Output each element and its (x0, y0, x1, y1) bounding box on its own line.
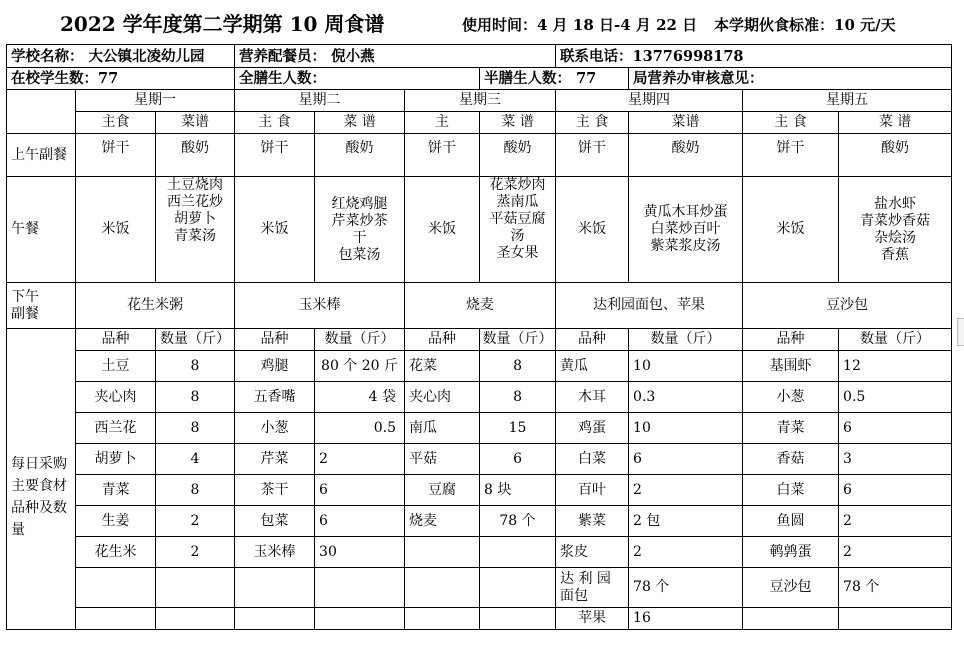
lunch-row (7, 177, 952, 283)
quantity-cell: 12 (839, 351, 952, 382)
label-line: 副餐 (11, 305, 39, 322)
menu-cell: 酸奶 (156, 134, 235, 177)
quantity-cell (315, 568, 405, 608)
day-tue: 星期二 (235, 90, 405, 112)
dish-line: 干 (352, 229, 367, 246)
info-row-2 (7, 68, 952, 90)
meal-standard: 本学期伙食标准：10 元/天 (714, 16, 896, 34)
variety-cell: 青菜 (76, 475, 156, 506)
dish-header: 菜 谱 (839, 112, 952, 134)
variety-cell (556, 568, 629, 608)
snack-cell: 花生米粥 (76, 283, 235, 329)
quantity-cell: 2 (839, 537, 952, 568)
variety-cell: 百叶 (556, 475, 629, 506)
purchase-row (7, 475, 952, 506)
quantity-cell: 78 个 (839, 568, 952, 608)
quantity-cell: 6 (629, 444, 743, 475)
quantity-cell: 3 (839, 444, 952, 475)
variety-cell: 木耳 (556, 382, 629, 413)
staple-header: 主 食 (743, 112, 839, 134)
morning-snack-row (7, 134, 952, 177)
dish-line: 圣女果 (496, 245, 539, 261)
staple-header: 主 食 (235, 112, 315, 134)
variety-cell: 包菜 (235, 506, 315, 537)
variety-cell (76, 568, 156, 608)
variety-cell: 豆腐 (405, 475, 480, 506)
variety-cell: 烧麦 (405, 506, 480, 537)
variety-cell: 白菜 (556, 444, 629, 475)
variety-cell: 苹果 (556, 608, 629, 630)
variety-header: 品种 (405, 329, 480, 351)
quantity-cell: 6 (839, 413, 952, 444)
quantity-cell: 2 (839, 506, 952, 537)
variety-cell: 青菜 (743, 413, 839, 444)
dish-line: 胡萝卜 (174, 211, 217, 227)
afternoon-snack-label (7, 283, 76, 329)
quantity-cell: 10 (629, 351, 743, 382)
variety-cell: 茶干 (235, 475, 315, 506)
lunch-dishes (629, 177, 743, 283)
quantity-cell: 6 (839, 475, 952, 506)
purchase-row (7, 568, 952, 608)
quantity-cell: 6 (315, 475, 405, 506)
quantity-header: 数量（斤） (839, 329, 952, 351)
variety-cell: 芹菜 (235, 444, 315, 475)
bread-line: 面包 (560, 587, 589, 604)
quantity-cell (315, 608, 405, 630)
snack-cell: 烧麦 (405, 283, 556, 329)
lunch-dishes (315, 177, 405, 283)
dish-line: 紫菜浆皮汤 (650, 238, 721, 254)
quantity-cell: 78 个 (480, 506, 556, 537)
quantity-header: 数量（斤） (156, 329, 235, 351)
quantity-cell: 8 (480, 382, 556, 413)
purchase-label: 每日采购主要食材品种及数量 (11, 456, 67, 538)
dish-line: 黄瓜木耳炒蛋 (643, 204, 728, 220)
corner-cell (7, 90, 76, 134)
quantity-cell: 8 (156, 413, 235, 444)
student-count: 在校学生数：77 (7, 68, 235, 90)
menu-table (6, 44, 952, 630)
quantity-cell (480, 568, 556, 608)
variety-cell: 鱼圆 (743, 506, 839, 537)
day-mon: 星期一 (76, 90, 235, 112)
dish-line: 西兰花炒 (167, 194, 224, 210)
dish-header: 菜 谱 (480, 112, 556, 134)
quantity-cell (839, 608, 952, 630)
quantity-header: 数量（斤） (629, 329, 743, 351)
menu-cell: 饼干 (235, 134, 315, 177)
quantity-cell: 30 (315, 537, 405, 568)
variety-header: 品种 (556, 329, 629, 351)
quantity-cell (480, 608, 556, 630)
purchase-row (7, 351, 952, 382)
variety-header: 品种 (743, 329, 839, 351)
variety-cell: 夹心肉 (405, 382, 480, 413)
lunch-staple: 米饭 (556, 177, 629, 283)
variety-cell: 南瓜 (405, 413, 480, 444)
variety-cell: 胡萝卜 (76, 444, 156, 475)
dish-line: 青菜炒香菇 (860, 212, 931, 229)
variety-cell (405, 537, 480, 568)
menu-cell: 酸奶 (629, 134, 743, 177)
quantity-cell: 78 个 (629, 568, 743, 608)
quantity-cell (480, 537, 556, 568)
variety-cell: 鸡蛋 (556, 413, 629, 444)
variety-header: 品种 (76, 329, 156, 351)
variety-cell: 西兰花 (76, 413, 156, 444)
lunch-dishes (839, 177, 952, 283)
dish-line: 花菜炒肉 (489, 177, 546, 193)
dish-line: 白菜炒百叶 (650, 221, 721, 237)
variety-cell (743, 608, 839, 630)
variety-cell: 夹心肉 (76, 382, 156, 413)
day-wed: 星期三 (405, 90, 556, 112)
variety-cell: 紫菜 (556, 506, 629, 537)
quantity-cell: 16 (629, 608, 743, 630)
variety-cell: 鹌鹑蛋 (743, 537, 839, 568)
purchase-row (7, 506, 952, 537)
variety-cell: 花菜 (405, 351, 480, 382)
half-meal-count: 半膳生人数： 77 (480, 68, 629, 90)
contact-phone: 联系电话：13776998178 (556, 45, 952, 68)
dish-line: 盐水虾 (874, 195, 917, 212)
dish-line: 蒸南瓜 (496, 194, 539, 210)
staple-header: 主 (405, 112, 480, 134)
dish-header: 菜谱 (629, 112, 743, 134)
staple-header: 主食 (76, 112, 156, 134)
purchase-row (7, 444, 952, 475)
quantity-cell: 2 包 (629, 506, 743, 537)
dish-line: 香蕉 (881, 246, 910, 263)
variety-cell: 生姜 (76, 506, 156, 537)
menu-cell: 饼干 (405, 134, 480, 177)
quantity-cell: 0.3 (629, 382, 743, 413)
quantity-cell: 0.5 (839, 382, 952, 413)
menu-cell: 酸奶 (480, 134, 556, 177)
quantity-cell: 2 (629, 537, 743, 568)
quantity-cell: 8 (156, 382, 235, 413)
full-meal-count: 全膳生人数： (235, 68, 480, 90)
variety-cell: 平菇 (405, 444, 480, 475)
dish-line: 土豆烧肉 (167, 177, 224, 193)
dish-line: 包菜汤 (338, 246, 381, 263)
purchase-row (7, 413, 952, 444)
purchase-row (7, 382, 952, 413)
lunch-staple: 米饭 (76, 177, 156, 283)
variety-cell: 花生米 (76, 537, 156, 568)
dish-header: 菜谱 (156, 112, 235, 134)
quantity-cell: 6 (480, 444, 556, 475)
dietitian: 营养配餐员： 倪小燕 (235, 45, 556, 68)
quantity-cell: 4 袋 (315, 382, 405, 413)
purchase-row (7, 608, 952, 630)
lunch-staple: 米饭 (743, 177, 839, 283)
variety-cell: 五香嘴 (235, 382, 315, 413)
quantity-cell: 8 (480, 351, 556, 382)
scroll-handle[interactable] (957, 318, 964, 346)
review-opinion: 局营养办审核意见： (629, 68, 952, 90)
variety-cell: 豆沙包 (743, 568, 839, 608)
label-line: 下午 (11, 288, 39, 305)
variety-cell (76, 608, 156, 630)
menu-cell: 饼干 (556, 134, 629, 177)
variety-cell: 玉米棒 (235, 537, 315, 568)
snack-cell: 达利园面包、苹果 (556, 283, 743, 329)
lunch-dishes (156, 177, 235, 283)
quantity-header: 数量（斤） (315, 329, 405, 351)
afternoon-snack-row (7, 283, 952, 329)
purchase-row (7, 537, 952, 568)
purchase-label-cell (7, 329, 76, 630)
variety-cell: 基围虾 (743, 351, 839, 382)
dish-header: 菜 谱 (315, 112, 405, 134)
variety-cell (405, 608, 480, 630)
menu-cell: 饼干 (76, 134, 156, 177)
quantity-cell: 15 (480, 413, 556, 444)
quantity-cell: 8 块 (480, 475, 556, 506)
day-thu: 星期四 (556, 90, 743, 112)
page-title: 2022 学年度第二学期第 10 周食谱 (60, 12, 385, 36)
quantity-cell: 2 (156, 537, 235, 568)
menu-cell: 饼干 (743, 134, 839, 177)
variety-cell: 香菇 (743, 444, 839, 475)
quantity-cell: 8 (156, 475, 235, 506)
variety-cell (235, 608, 315, 630)
variety-cell (405, 568, 480, 608)
bread-line: 达 利 园 (560, 570, 611, 587)
quantity-cell: 2 (315, 444, 405, 475)
lunch-label: 午餐 (7, 177, 76, 283)
variety-cell: 土豆 (76, 351, 156, 382)
dish-line: 杂烩汤 (874, 229, 917, 246)
usage-time: 使用时间：4 月 18 日-4 月 22 日 (462, 16, 698, 34)
snack-cell: 豆沙包 (743, 283, 952, 329)
variety-cell: 小葱 (743, 382, 839, 413)
variety-cell: 黄瓜 (556, 351, 629, 382)
lunch-staple: 米饭 (405, 177, 480, 283)
quantity-cell: 4 (156, 444, 235, 475)
quantity-cell: 6 (315, 506, 405, 537)
variety-cell: 小葱 (235, 413, 315, 444)
day-fri: 星期五 (743, 90, 952, 112)
quantity-cell: 0.5 (315, 413, 405, 444)
info-row-1 (7, 45, 952, 68)
morning-snack-label: 上午副餐 (7, 134, 76, 177)
variety-header: 品种 (235, 329, 315, 351)
day-header-row (7, 90, 952, 112)
quantity-cell: 2 (156, 506, 235, 537)
quantity-cell: 8 (156, 351, 235, 382)
variety-cell: 鸡腿 (235, 351, 315, 382)
variety-cell: 白菜 (743, 475, 839, 506)
snack-cell: 玉米棒 (235, 283, 405, 329)
purchase-header-row (7, 329, 952, 351)
staple-header: 主 食 (556, 112, 629, 134)
lunch-staple: 米饭 (235, 177, 315, 283)
dish-line: 青菜汤 (174, 228, 217, 244)
dish-line: 汤 (510, 228, 525, 244)
variety-cell: 浆皮 (556, 537, 629, 568)
quantity-cell (156, 608, 235, 630)
dish-line: 平菇豆腐 (489, 211, 546, 227)
school-name: 学校名称： 大公镇北凌幼儿园 (7, 45, 235, 68)
quantity-header: 数量（斤） (480, 329, 556, 351)
quantity-cell: 10 (629, 413, 743, 444)
header (0, 0, 964, 42)
menu-cell: 酸奶 (315, 134, 405, 177)
lunch-dishes (480, 177, 556, 283)
menu-cell: 酸奶 (839, 134, 952, 177)
quantity-cell (156, 568, 235, 608)
dish-line: 红烧鸡腿 (331, 195, 388, 212)
dish-line: 芹菜炒茶 (331, 212, 388, 229)
quantity-cell: 80 个 20 斤 (315, 351, 405, 382)
quantity-cell: 2 (629, 475, 743, 506)
variety-cell (235, 568, 315, 608)
sub-header-row (7, 112, 952, 134)
